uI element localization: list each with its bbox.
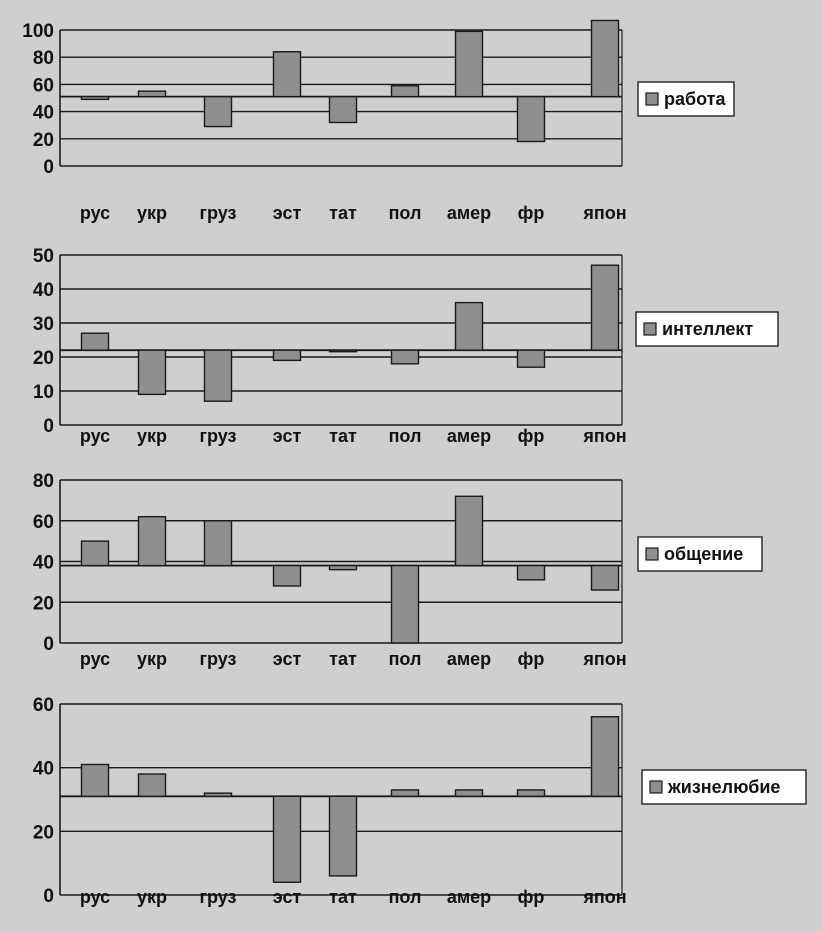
legend <box>638 82 734 116</box>
category-label: япон <box>583 887 627 907</box>
category-label: эст <box>272 203 302 223</box>
bar-1 <box>82 541 109 565</box>
legend-label: интеллект <box>662 319 754 339</box>
category-label: пол <box>388 203 422 223</box>
category-label: укр <box>136 203 168 223</box>
y-tick-label: 40 <box>32 102 54 124</box>
bar-6 <box>392 86 419 97</box>
category-label: япон <box>583 649 627 669</box>
y-tick-label: 0 <box>43 634 54 655</box>
bar-1 <box>82 333 109 350</box>
category-label: укр <box>136 887 168 907</box>
legend-swatch <box>646 93 658 105</box>
chart-4 <box>33 695 806 907</box>
chart-3 <box>33 471 762 669</box>
category-label: япон <box>583 203 627 223</box>
bar-8 <box>518 790 545 796</box>
bar-6 <box>392 350 419 364</box>
y-tick-label: 40 <box>32 280 54 301</box>
bar-7 <box>456 31 483 96</box>
bar-7 <box>456 496 483 565</box>
bar-9 <box>592 20 619 96</box>
category-label: фр <box>517 203 545 223</box>
chart-1 <box>22 20 734 223</box>
bar-6 <box>392 566 419 643</box>
category-label: укр <box>136 426 168 446</box>
bar-5 <box>330 350 357 352</box>
bar-4 <box>274 796 301 882</box>
category-label: груз <box>199 203 237 223</box>
bar-3 <box>205 350 232 401</box>
bar-6 <box>392 790 419 796</box>
chart-2 <box>33 246 778 446</box>
category-label: амер <box>446 649 492 669</box>
bar-3 <box>205 521 232 566</box>
category-label: пол <box>388 649 422 669</box>
legend-swatch <box>650 781 662 793</box>
bar-3 <box>205 97 232 127</box>
category-label: рус <box>79 426 111 446</box>
y-tick-label: 20 <box>32 129 54 151</box>
y-tick-label: 0 <box>43 157 54 178</box>
y-tick-label: 80 <box>32 471 54 492</box>
bar-8 <box>518 350 545 367</box>
bar-4 <box>274 350 301 360</box>
bar-2 <box>139 350 166 394</box>
bar-2 <box>139 774 166 796</box>
bar-1 <box>82 97 109 100</box>
legend <box>642 770 806 804</box>
category-label: эст <box>272 649 302 669</box>
y-tick-label: 40 <box>32 758 54 780</box>
bar-8 <box>518 566 545 580</box>
bar-3 <box>205 793 232 796</box>
legend-swatch <box>646 548 658 560</box>
category-label: пол <box>388 887 422 907</box>
category-label: груз <box>199 426 237 446</box>
legend <box>636 312 778 346</box>
legend <box>638 537 762 571</box>
bar-1 <box>82 764 109 796</box>
legend-label: общение <box>664 544 744 564</box>
legend-label: жизнелюбие <box>668 777 781 797</box>
bar-7 <box>456 303 483 351</box>
bar-9 <box>592 717 619 797</box>
category-label: фр <box>517 649 545 669</box>
y-tick-label: 60 <box>32 695 54 716</box>
category-label: укр <box>136 649 168 669</box>
category-label: груз <box>199 649 237 669</box>
y-tick-label: 40 <box>32 552 54 574</box>
bar-4 <box>274 52 301 97</box>
category-label: амер <box>446 887 492 907</box>
category-label: тат <box>329 887 357 907</box>
bar-5 <box>330 97 357 123</box>
category-label: груз <box>199 887 237 907</box>
category-label: эст <box>272 426 302 446</box>
bar-2 <box>139 517 166 566</box>
category-label: рус <box>79 649 111 669</box>
y-tick-label: 60 <box>32 75 54 97</box>
bar-4 <box>274 566 301 586</box>
category-label: амер <box>446 426 492 446</box>
bar-5 <box>330 796 357 876</box>
y-tick-label: 50 <box>32 246 54 267</box>
category-label: пол <box>388 426 422 446</box>
y-tick-label: 0 <box>43 416 54 437</box>
y-tick-label: 80 <box>32 48 54 70</box>
y-tick-label: 20 <box>32 822 54 844</box>
y-tick-label: 10 <box>32 382 54 403</box>
category-label: фр <box>517 426 545 446</box>
bar-2 <box>139 91 166 96</box>
y-tick-label: 0 <box>43 886 54 907</box>
y-tick-label: 20 <box>32 348 54 369</box>
legend-label: работа <box>664 89 726 109</box>
category-label: япон <box>583 426 627 446</box>
y-tick-label: 60 <box>32 511 54 533</box>
category-label: тат <box>329 649 357 669</box>
legend-swatch <box>644 323 656 335</box>
bar-8 <box>518 97 545 142</box>
bar-9 <box>592 265 619 350</box>
category-label: рус <box>79 887 111 907</box>
y-tick-label: 100 <box>22 21 54 42</box>
bar-9 <box>592 566 619 590</box>
category-label: рус <box>79 203 111 223</box>
y-tick-label: 30 <box>32 314 54 335</box>
category-label: тат <box>329 426 357 446</box>
category-label: фр <box>517 887 545 907</box>
category-label: амер <box>446 203 492 223</box>
y-tick-label: 20 <box>32 593 54 615</box>
category-label: тат <box>329 203 357 223</box>
bar-7 <box>456 790 483 796</box>
category-label: эст <box>272 887 302 907</box>
bar-5 <box>330 566 357 570</box>
